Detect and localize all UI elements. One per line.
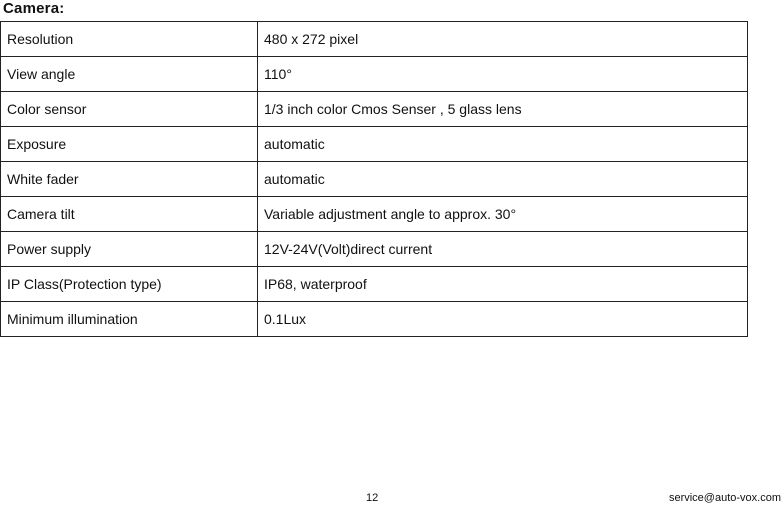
spec-label-camera-tilt: Camera tilt: [1, 197, 258, 232]
spec-value-color-sensor: 1/3 inch color Cmos Senser , 5 glass lens: [258, 92, 748, 127]
spec-value-white-fader: automatic: [258, 162, 748, 197]
table-row: [1, 197, 748, 232]
table-row: [1, 92, 748, 127]
spec-value-minimum-illumination: 0.1Lux: [258, 302, 748, 337]
spec-value-ip-class: IP68, waterproof: [258, 267, 748, 302]
table-row: [1, 267, 748, 302]
spec-value-view-angle: 110°: [258, 57, 748, 92]
spec-label-power-supply: Power supply: [1, 232, 258, 267]
table-row: [1, 162, 748, 197]
spec-label-ip-class: IP Class(Protection type): [1, 267, 258, 302]
page-number: 12: [366, 492, 379, 504]
spec-label-resolution: Resolution: [1, 22, 258, 57]
spec-value-power-supply: 12V-24V(Volt)direct current: [258, 232, 748, 267]
section-title: Camera:: [3, 0, 65, 17]
table-row: [1, 22, 748, 57]
table-row: [1, 127, 748, 162]
table-row: [1, 57, 748, 92]
spec-label-minimum-illumination: Minimum illumination: [1, 302, 258, 337]
spec-label-exposure: Exposure: [1, 127, 258, 162]
spec-value-exposure: automatic: [258, 127, 748, 162]
spec-value-resolution: 480 x 272 pixel: [258, 22, 748, 57]
contact-email: service@auto-vox.com: [668, 492, 781, 504]
spec-value-camera-tilt: Variable adjustment angle to approx. 30°: [258, 197, 748, 232]
camera-spec-table: [0, 21, 748, 337]
table-row: [1, 232, 748, 267]
spec-label-color-sensor: Color sensor: [1, 92, 258, 127]
spec-label-white-fader: White fader: [1, 162, 258, 197]
spec-label-view-angle: View angle: [1, 57, 258, 92]
table-row: [1, 302, 748, 337]
